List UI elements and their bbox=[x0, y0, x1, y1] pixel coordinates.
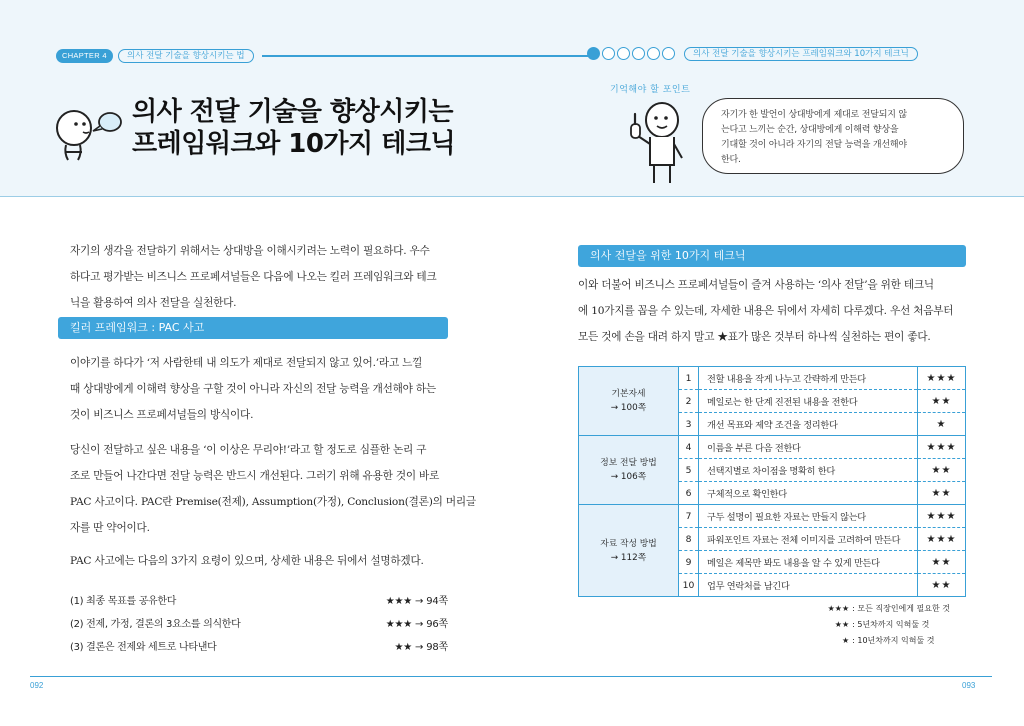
page-number: 092 bbox=[30, 681, 44, 690]
text-line: 당신이 전달하고 싶은 내용을 ‘이 이상은 무리야!’라고 할 정도로 심플한 논리 구 bbox=[70, 444, 427, 456]
paragraph-1 bbox=[70, 350, 436, 428]
item-text: 파워포인트 자료는 전체 이미지를 고려하여 만든다 bbox=[699, 528, 918, 551]
text-line: 닉을 활용하여 의사 전달을 실천한다. bbox=[70, 297, 237, 309]
list-item bbox=[70, 634, 448, 657]
item-text: 메일은 제목만 봐도 내용을 알 수 있게 만든다 bbox=[699, 551, 918, 574]
item-stars: ★★ bbox=[918, 551, 966, 574]
legend-item bbox=[808, 601, 950, 617]
item-text: 선택지별로 차이점을 명확히 한다 bbox=[699, 459, 918, 482]
item-text: 구체적으로 확인한다 bbox=[699, 482, 918, 505]
group-page-ref: → 112쪽 bbox=[610, 552, 647, 563]
item-stars: ★★ bbox=[918, 574, 966, 597]
text-line: 하다고 평가받는 비즈니스 프로페셔널들은 다음에 나오는 킬러 프레임워크와 테크 bbox=[70, 271, 437, 283]
item-text: 메일로는 한 단계 진전된 내용을 전한다 bbox=[699, 390, 918, 413]
progress-dot-icon bbox=[647, 47, 660, 60]
paragraph-2 bbox=[70, 437, 476, 541]
text-line: 자기의 생각을 전달하기 위해서는 상대방을 이해시키려는 노력이 필요하다. 우수 bbox=[70, 245, 430, 257]
memo-line: 자기가 한 발언이 상대방에게 제대로 전달되지 않 bbox=[721, 110, 907, 120]
pointing-person-icon bbox=[622, 94, 694, 186]
legend-text: : 5년차까지 익혀둘 것 bbox=[852, 620, 930, 629]
item-text: 이름을 부른 다음 전한다 bbox=[699, 436, 918, 459]
running-title-rule bbox=[512, 55, 592, 57]
item-number: 6 bbox=[679, 482, 699, 505]
item-number: 4 bbox=[679, 436, 699, 459]
page-headline bbox=[132, 96, 455, 160]
item-text: 개선 목표와 제약 조건을 정리한다 bbox=[699, 413, 918, 436]
star-legend bbox=[808, 601, 950, 649]
right-page bbox=[512, 0, 1024, 726]
item-number: 7 bbox=[679, 505, 699, 528]
item-number: 2 bbox=[679, 390, 699, 413]
section-heading: 킬러 프레임워크 : PAC 사고 bbox=[58, 317, 448, 339]
point-label: (1) 최종 목표를 공유한다 bbox=[70, 596, 177, 607]
item-stars: ★★ bbox=[918, 482, 966, 505]
legend-text: : 10년차까지 익혀둘 것 bbox=[852, 636, 935, 645]
legend-item bbox=[808, 617, 950, 633]
chapter-label: CHAPTER 4 bbox=[56, 49, 113, 63]
table-row bbox=[579, 505, 966, 528]
header-divider bbox=[0, 196, 512, 197]
item-number: 8 bbox=[679, 528, 699, 551]
list-item bbox=[70, 611, 448, 634]
progress-dot-icon bbox=[602, 47, 615, 60]
header-divider bbox=[512, 196, 1024, 197]
progress-dot-icon bbox=[617, 47, 630, 60]
memo-speech-bubble bbox=[702, 98, 964, 174]
item-number: 9 bbox=[679, 551, 699, 574]
section-heading: 의사 전달을 위한 10가지 테크닉 bbox=[578, 245, 966, 267]
point-page-ref: ★★ → 98쪽 bbox=[394, 642, 448, 653]
memo-line: 한다. bbox=[721, 155, 741, 165]
group-page-ref: → 100쪽 bbox=[610, 403, 647, 413]
text-line: 것이 비즈니스 프로페셔널들의 방식이다. bbox=[70, 409, 254, 421]
legend-key: ★★★ bbox=[827, 604, 850, 613]
group-cell bbox=[579, 367, 679, 436]
memo-title: 기억해야 할 포인트 bbox=[610, 85, 691, 95]
table-row bbox=[579, 367, 966, 390]
progress-dot-icon bbox=[587, 47, 600, 60]
text-line: 모든 것에 손을 대려 하지 말고 ★표가 많은 것부터 하나씩 실천하는 편이 좋다. bbox=[578, 331, 931, 343]
speaking-person-icon bbox=[50, 100, 126, 164]
group-cell bbox=[579, 505, 679, 597]
text-line: 이와 더불어 비즈니스 프로페셔널들이 즐겨 사용하는 ‘의사 전달’을 위한 테크닉 bbox=[578, 279, 934, 291]
item-text: 전할 내용을 작게 나누고 간략하게 만든다 bbox=[699, 367, 918, 390]
footer-rule bbox=[30, 676, 512, 677]
group-cell bbox=[579, 436, 679, 505]
item-number: 3 bbox=[679, 413, 699, 436]
footer-rule bbox=[512, 676, 992, 677]
point-page-ref: ★★★ → 96쪽 bbox=[385, 619, 448, 630]
point-page-ref: ★★★ → 94쪽 bbox=[385, 596, 448, 607]
table-row bbox=[579, 436, 966, 459]
running-title-rule bbox=[262, 55, 512, 57]
item-stars: ★★★ bbox=[918, 505, 966, 528]
item-number: 1 bbox=[679, 367, 699, 390]
text-line: PAC 사고이다. PAC란 Premise(전제), Assumption(가정), Conclusion(결론)의 머리글 bbox=[70, 496, 476, 508]
legend-key: ★ bbox=[841, 636, 850, 645]
text-line: 자를 딴 약어이다. bbox=[70, 522, 150, 534]
group-name: 기본자세 bbox=[611, 389, 646, 399]
running-title: 의사 전달 기술을 향상시키는 법 bbox=[118, 49, 254, 63]
headline-line: 의사 전달 기술을 향상시키는 bbox=[132, 97, 454, 127]
item-number: 5 bbox=[679, 459, 699, 482]
point-label: (2) 전제, 가정, 결론의 3요소를 의식한다 bbox=[70, 619, 241, 630]
item-stars: ★★★ bbox=[918, 528, 966, 551]
progress-dot-icon bbox=[662, 47, 675, 60]
text-line: 에 10가지를 꼽을 수 있는데, 자세한 내용은 뒤에서 자세히 다루겠다. 우선 처음부터 bbox=[578, 305, 954, 317]
item-number: 10 bbox=[679, 574, 699, 597]
technique-table bbox=[578, 366, 966, 597]
item-stars: ★ bbox=[918, 413, 966, 436]
paragraph-3: PAC 사고에는 다음의 3가지 요령이 있으며, 상세한 내용은 뒤에서 설명하겠다. bbox=[70, 555, 424, 567]
intro-paragraph bbox=[70, 238, 436, 316]
progress-dot-icon bbox=[632, 47, 645, 60]
item-stars: ★★★ bbox=[918, 436, 966, 459]
pac-point-list bbox=[70, 588, 448, 657]
item-stars: ★★★ bbox=[918, 367, 966, 390]
text-line: 이야기를 하다가 ‘저 사람한테 내 의도가 제대로 전달되지 않고 있어.’라고 느낄 bbox=[70, 357, 423, 369]
group-name: 자료 작성 방법 bbox=[600, 538, 657, 549]
group-name: 정보 전달 방법 bbox=[600, 458, 657, 468]
item-stars: ★★ bbox=[918, 390, 966, 413]
list-item bbox=[70, 588, 448, 611]
item-stars: ★★ bbox=[918, 459, 966, 482]
point-label: (3) 결론은 전제와 세트로 나타낸다 bbox=[70, 642, 217, 653]
legend-text: : 모든 직장인에게 필요한 것 bbox=[852, 604, 950, 613]
item-text: 구두 설명이 필요한 자료는 만들지 않는다 bbox=[699, 505, 918, 528]
chapter-progress-dots bbox=[587, 47, 675, 60]
group-page-ref: → 106쪽 bbox=[610, 472, 647, 482]
item-text: 업무 연락처를 남긴다 bbox=[699, 574, 918, 597]
text-line: 때 상대방에게 이해력 향상을 구할 것이 아니라 자신의 전달 능력을 개선해야 하는 bbox=[70, 383, 436, 395]
running-title: 의사 전달 기술을 향상시키는 프레임워크와 10가지 테크닉 bbox=[684, 47, 918, 61]
legend-item bbox=[808, 633, 950, 649]
memo-line: 기대할 것이 아니라 자기의 전달 능력을 개선해야 bbox=[721, 140, 907, 150]
memo-line: 는다고 느끼는 순간, 상대방에게 이해력 향상을 bbox=[721, 125, 899, 135]
text-line: 조로 만들어 나간다면 전달 능력은 반드시 개선된다. 그러기 위해 유용한 것이 바로 bbox=[70, 470, 440, 482]
page-number: 093 bbox=[962, 681, 976, 690]
intro-paragraph bbox=[578, 272, 953, 350]
headline-line: 프레임워크와 10가지 테크닉 bbox=[132, 129, 456, 159]
legend-key: ★★ bbox=[834, 620, 850, 629]
